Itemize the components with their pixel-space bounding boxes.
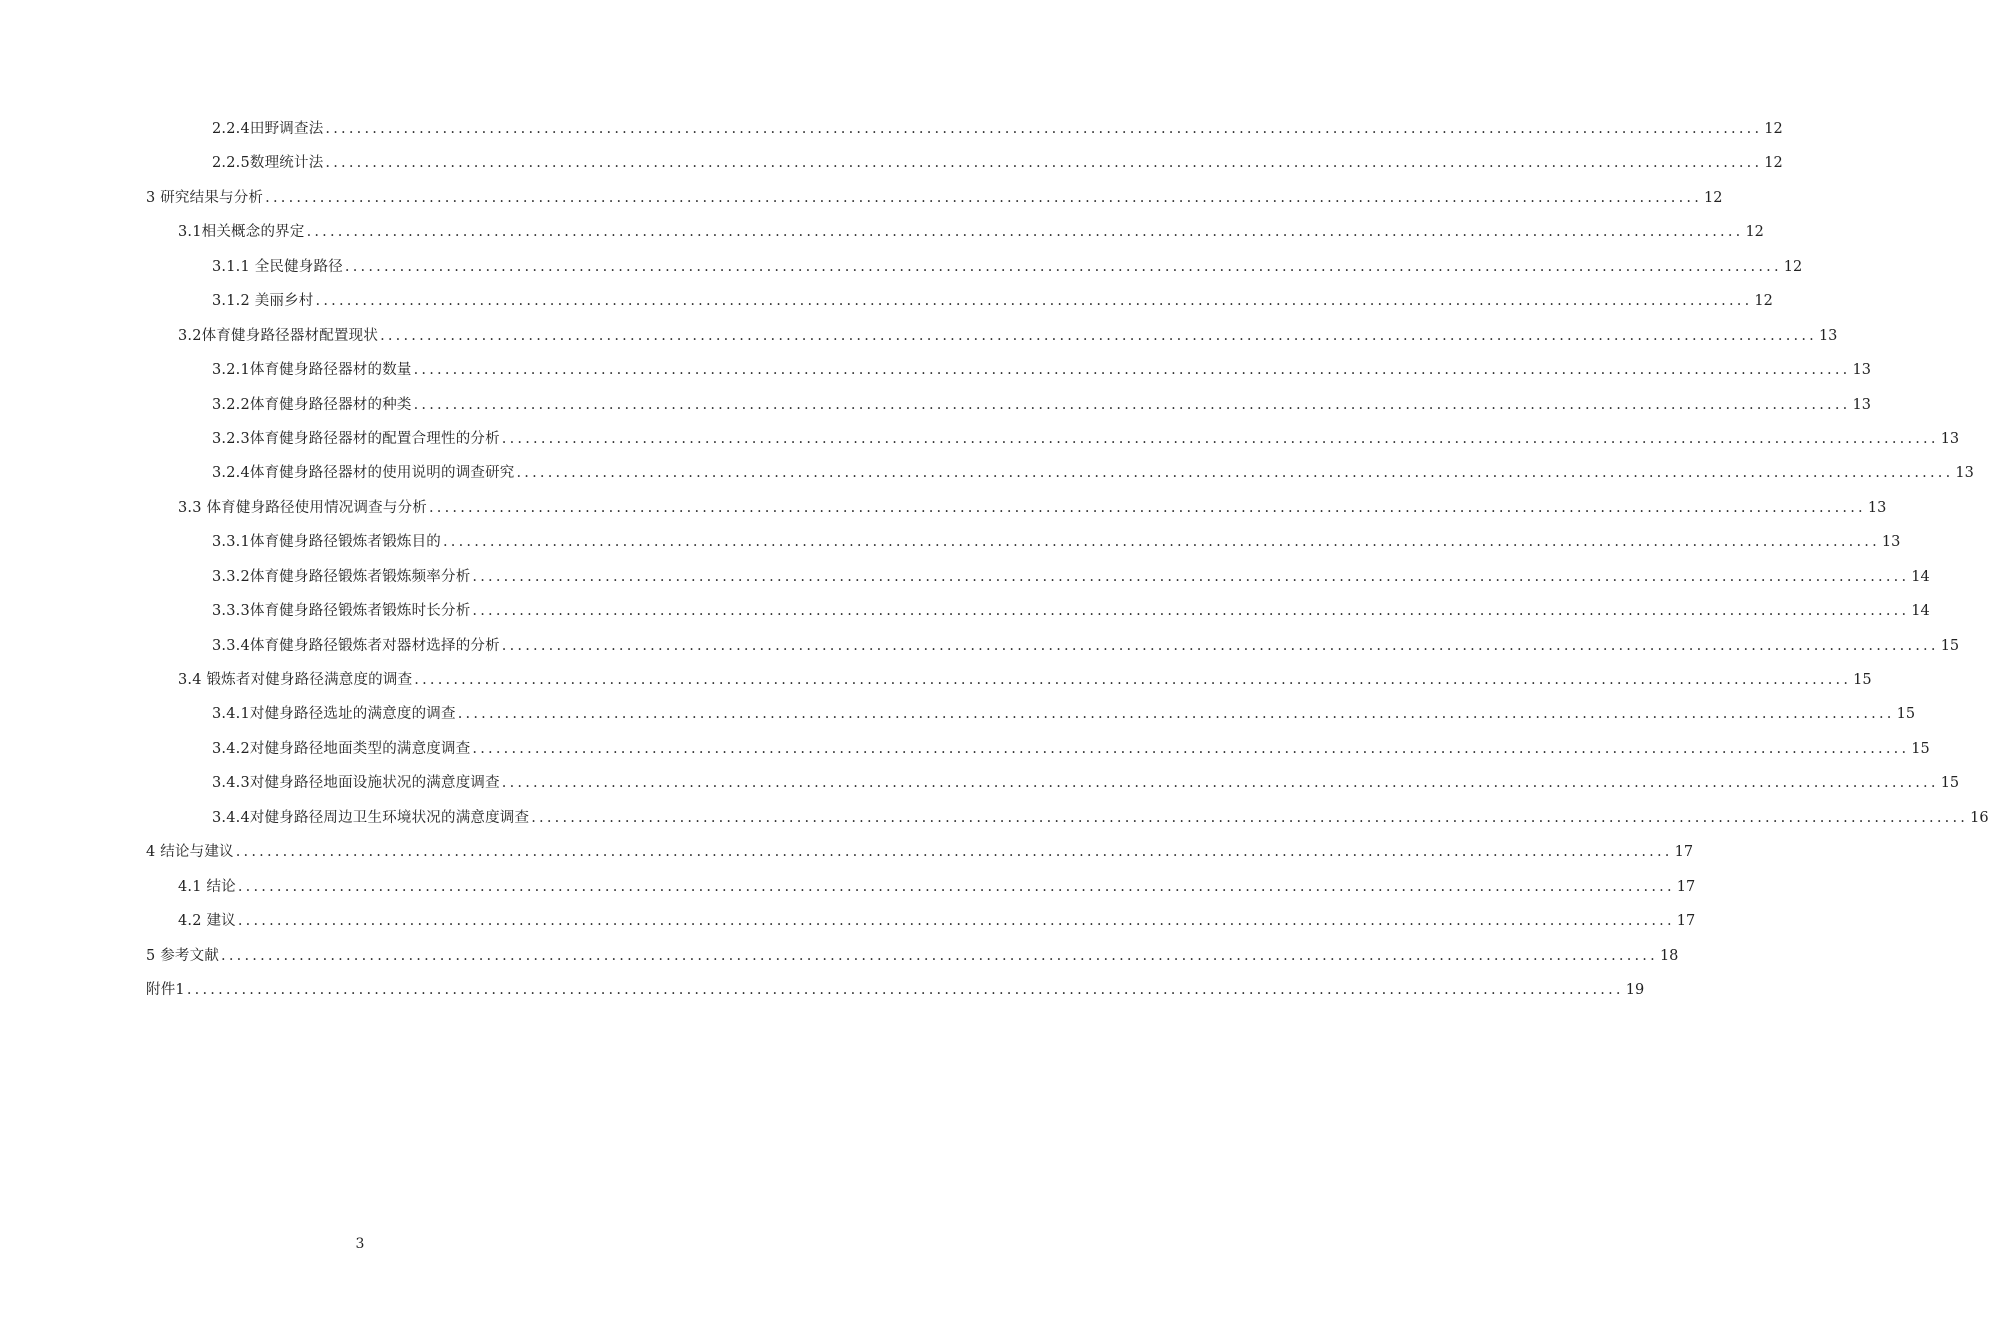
toc-entry[interactable] <box>146 732 1930 766</box>
toc-entry-title: 3.3.2体育健身路径锻炼者锻炼频率分析 <box>212 568 471 585</box>
toc-entry-page-number: 15 <box>1940 775 1960 792</box>
toc-dot-leader: ........................................................................................................................................................................................ <box>306 224 1744 241</box>
toc-entry[interactable] <box>146 560 1930 594</box>
toc-entry-title: 3.4.2对健身路径地面类型的满意度调查 <box>212 740 471 757</box>
toc-entry-page-number: 18 <box>1659 947 1679 964</box>
toc-entry-title: 3.2.3体育健身路径器材的配置合理性的分析 <box>212 430 500 447</box>
toc-entry-title: 3.4 锻炼者对健身路径满意度的调查 <box>178 672 413 688</box>
toc-entry-page-number: 12 <box>1745 224 1764 241</box>
toc-dot-leader: ........................................................................................................................................................................................ <box>237 878 1675 895</box>
toc-entry-title: 4 结论与建议 <box>146 844 234 861</box>
toc-entry[interactable] <box>146 973 1645 1007</box>
toc-entry-page-number: 15 <box>1853 672 1872 688</box>
toc-entry-title: 5 参考文献 <box>146 947 220 964</box>
toc-dot-leader: ........................................................................................................................................................................................ <box>315 293 1753 310</box>
toc-dot-leader: ........................................................................................................................................................................................ <box>380 327 1817 344</box>
toc-dot-leader: ........................................................................................................................................................................................ <box>516 465 1954 482</box>
toc-dot-leader: ........................................................................................................................................................................................ <box>531 809 1969 826</box>
toc-dot-leader: ........................................................................................................................................................................................ <box>221 947 1658 964</box>
toc-entry-page-number: 13 <box>1818 327 1838 344</box>
toc-entry[interactable] <box>146 870 1696 904</box>
toc-entry[interactable] <box>146 697 1916 731</box>
toc-entry[interactable] <box>146 939 1679 973</box>
toc-entry-title: 3.2体育健身路径器材配置现状 <box>178 327 379 344</box>
toc-entry-title: 3.2.2体育健身路径器材的种类 <box>212 396 412 413</box>
toc-entry-page-number: 12 <box>1783 258 1803 275</box>
toc-dot-leader: ........................................................................................................................................................................................ <box>501 637 1939 654</box>
toc-entry[interactable] <box>146 801 1989 835</box>
toc-entry-page-number: 17 <box>1676 913 1696 930</box>
toc-entry[interactable] <box>146 215 1764 249</box>
toc-entry-title: 2.2.4田野调查法 <box>212 121 324 137</box>
toc-entry[interactable] <box>146 766 1960 800</box>
page-number: 3 <box>355 1236 365 1252</box>
toc-entry[interactable] <box>146 146 1783 180</box>
toc-dot-leader: ........................................................................................................................................................................................ <box>325 155 1763 172</box>
toc-entry-title: 2.2.5数理统计法 <box>212 155 324 172</box>
toc-dot-leader: ........................................................................................................................................................................................ <box>237 913 1675 930</box>
toc-entry[interactable] <box>146 904 1696 938</box>
toc-entry-page-number: 12 <box>1754 293 1773 310</box>
toc-entry-page-number: 15 <box>1940 637 1960 654</box>
toc-entry-title: 3.3.4体育健身路径锻炼者对器材选择的分析 <box>212 637 500 654</box>
toc-entry-page-number: 17 <box>1676 878 1696 895</box>
toc-entry[interactable] <box>146 284 1773 318</box>
toc-dot-leader: ........................................................................................................................................................................................ <box>265 189 1703 206</box>
toc-dot-leader: ........................................................................................................................................................................................ <box>472 740 1910 757</box>
toc-entry[interactable] <box>146 181 1723 215</box>
toc-entry-title: 3.4.4对健身路径周边卫生环境状况的满意度调查 <box>212 809 530 826</box>
toc-entry-title: 3.1.1 全民健身路径 <box>212 258 343 275</box>
toc-entry-title: 3 研究结果与分析 <box>146 189 264 206</box>
toc-entry-title: 3.1相关概念的界定 <box>178 224 305 241</box>
toc-entry-page-number: 19 <box>1625 981 1645 998</box>
toc-dot-leader: ........................................................................................................................................................................................ <box>325 121 1763 137</box>
toc-entry-page-number: 13 <box>1852 362 1871 379</box>
toc-entry-page-number: 12 <box>1764 121 1783 137</box>
toc-dot-leader: ........................................................................................................................................................................................ <box>472 603 1910 620</box>
toc-entry[interactable] <box>146 319 1838 353</box>
toc-dot-leader: ........................................................................................................................................................................................ <box>457 706 1895 723</box>
toc-dot-leader: ........................................................................................................................................................................................ <box>413 362 1851 379</box>
toc-entry-title: 3.2.1体育健身路径器材的数量 <box>212 362 412 379</box>
toc-entry-title: 3.4.1对健身路径选址的满意度的调查 <box>212 706 456 723</box>
toc-dot-leader: ........................................................................................................................................................................................ <box>428 499 1866 516</box>
toc-entry[interactable] <box>146 112 1783 146</box>
toc-entry-page-number: 13 <box>1881 534 1901 551</box>
toc-entry-page-number: 14 <box>1911 568 1930 585</box>
toc-entry[interactable] <box>146 594 1930 628</box>
toc-entry-page-number: 17 <box>1674 844 1694 861</box>
toc-dot-leader: ........................................................................................................................................................................................ <box>344 258 1782 275</box>
toc-dot-leader: ........................................................................................................................................................................................ <box>472 568 1910 585</box>
toc-dot-leader: ........................................................................................................................................................................................ <box>235 844 1673 861</box>
toc-dot-leader: ........................................................................................................................................................................................ <box>443 534 1880 551</box>
toc-entry[interactable] <box>146 629 1960 663</box>
toc-dot-leader: ........................................................................................................................................................................................ <box>501 430 1939 447</box>
toc-entry-title: 4.2 建议 <box>178 913 236 930</box>
toc-entry[interactable] <box>146 250 1803 284</box>
toc-entry-page-number: 16 <box>1970 809 1989 826</box>
toc-dot-leader: ........................................................................................................................................................................................ <box>413 396 1851 413</box>
toc-dot-leader: ........................................................................................................................................................................................ <box>414 672 1852 688</box>
toc-entry-page-number: 13 <box>1940 430 1960 447</box>
toc-entry-page-number: 15 <box>1911 740 1930 757</box>
toc-dot-leader: ........................................................................................................................................................................................ <box>186 981 1624 998</box>
toc-entry-page-number: 12 <box>1764 155 1783 172</box>
toc-entry-title: 3.3.1体育健身路径锻炼者锻炼目的 <box>212 534 441 551</box>
toc-entry-title: 4.1 结论 <box>178 878 236 895</box>
toc-entry-title: 3.2.4体育健身路径器材的使用说明的调查研究 <box>212 465 515 482</box>
toc-entry-title: 3.1.2 美丽乡村 <box>212 293 314 310</box>
toc-entry-title: 3.3.3体育健身路径锻炼者锻炼时长分析 <box>212 603 471 620</box>
toc-entry[interactable] <box>146 422 1960 456</box>
toc-entry[interactable] <box>146 835 1694 869</box>
toc-entry-title: 3.4.3对健身路径地面设施状况的满意度调查 <box>212 775 500 792</box>
toc-entry-page-number: 12 <box>1704 189 1723 206</box>
toc-entry-page-number: 13 <box>1955 465 1974 482</box>
toc-entry[interactable] <box>146 525 1901 559</box>
toc-entry[interactable] <box>146 456 1974 490</box>
toc-entry[interactable] <box>146 663 1872 697</box>
toc-entry-page-number: 13 <box>1867 499 1887 516</box>
toc-entry-page-number: 13 <box>1852 396 1871 413</box>
toc-entry[interactable] <box>146 388 1871 422</box>
toc-entry-title: 附件1 <box>146 981 185 998</box>
toc-entry-title: 3.3 体育健身路径使用情况调查与分析 <box>178 499 427 516</box>
table-of-contents <box>146 112 1989 1007</box>
toc-entry[interactable] <box>146 353 1871 387</box>
toc-dot-leader: ........................................................................................................................................................................................ <box>501 775 1939 792</box>
toc-entry[interactable] <box>146 491 1887 525</box>
toc-entry-page-number: 15 <box>1896 706 1916 723</box>
toc-entry-page-number: 14 <box>1911 603 1930 620</box>
